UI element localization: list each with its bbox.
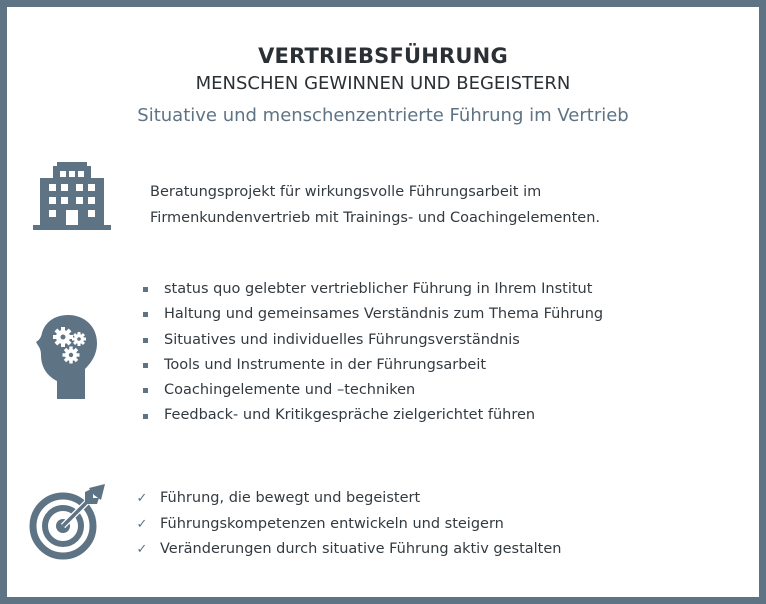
check-icon: ✓ [136,491,148,506]
bullet-square-icon [143,312,148,317]
bullet-square-icon [143,414,148,419]
list-item-label: Haltung und gemeinsames Verständnis zum Thema Führung [164,306,604,323]
list-item [135,537,561,563]
bullet-square-icon [143,338,148,343]
list-item-label: Tools und Instrumente in der Führungsarbeit [164,356,487,373]
bullet-square-icon [143,388,148,393]
page-subtitle: MENSCHEN GEWINNEN UND BEGEISTERN [195,73,571,94]
head-gears-icon [35,315,101,399]
page-tagline: Situative und menschenzentrierte Führung im Vertrieb [137,105,629,126]
list-item [140,378,603,403]
list-item-label: Führung, die bewegt und begeistert [160,490,421,506]
bullet-square-icon [143,363,148,368]
list-item [140,353,603,378]
list-item-label: status quo gelebter vertrieblicher Führung in Ihrem Institut [164,281,593,297]
list-item-label: Coachingelemente und –techniken [164,382,416,399]
project-description-line: Beratungsprojekt für wirkungsvolle Führungsarbeit im [150,184,542,200]
list-item [140,328,603,353]
bullet-square-icon [143,287,148,292]
list-item-label: Situatives und individuelles Führungsverständnis [164,331,520,348]
list-item [135,486,561,512]
goals-list [135,486,561,563]
list-item [135,512,561,538]
list-item [140,302,603,327]
target-icon [29,484,105,560]
list-item-label: Feedback- und Kritikgespräche zielgerichtet führen [164,407,536,424]
page-title: VERTRIEBSFÜHRUNG [258,44,508,68]
list-item [140,277,603,302]
content-card [7,7,759,597]
list-item-label: Führungskompetenzen entwickeln und steigern [160,515,504,532]
check-icon: ✓ [136,516,148,532]
building-icon [33,162,111,230]
project-description [150,179,740,231]
project-description-line: Firmenkundenvertrieb mit Trainings- und Coachingelementen. [150,210,601,226]
topics-list [140,277,603,429]
list-item-label: Veränderungen durch situative Führung aktiv gestalten [160,541,562,557]
list-item [140,403,603,428]
check-icon: ✓ [136,542,148,557]
